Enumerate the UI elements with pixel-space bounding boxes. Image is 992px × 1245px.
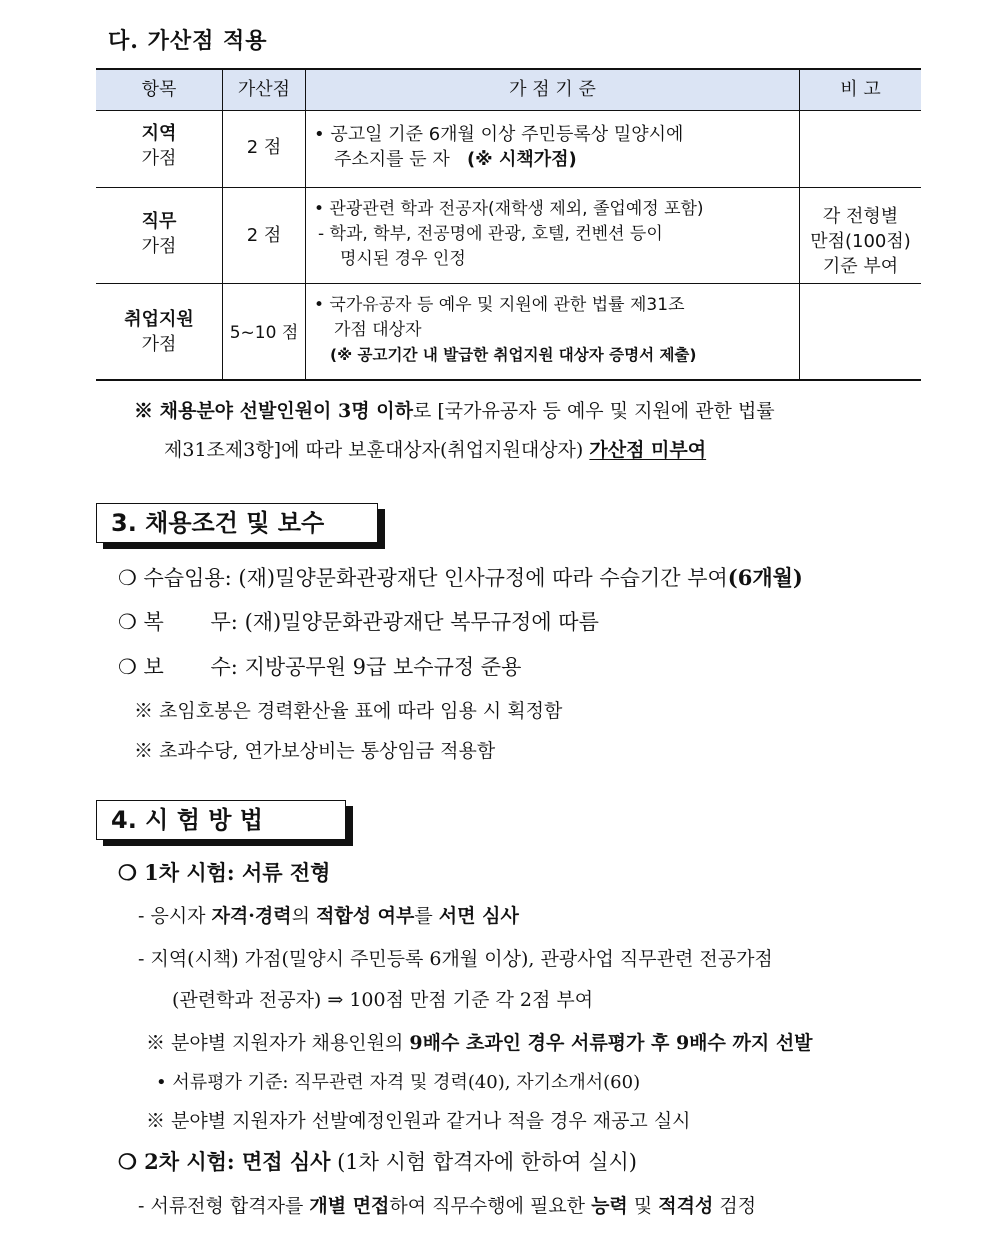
table-row-points: 2 점 — [246, 137, 282, 158]
table-top-rule — [96, 68, 921, 70]
table-row-criteria: • 공고일 기준 6개월 이상 주민등록상 밀양시에 주소지를 둔 자 (※ 시책가점) — [314, 124, 684, 170]
table-row-points: 5~10 점 — [229, 323, 299, 343]
table-row-criteria: • 국가유공자 등 예우 및 지원에 관한 법률 제31조 가점 대상자 (※ 공고기간 내 발급한 취업지원 대상자 증명서 제출) — [314, 295, 697, 364]
bonus-points-table — [96, 68, 921, 382]
section4-first-note2: ※ 분야별 지원자가 선발예정인원과 같거나 적을 경우 재공고 실시 — [146, 1110, 691, 1132]
table-row-item: 지역 가점 — [141, 123, 177, 169]
table-bottom-rule — [96, 379, 921, 381]
table-header-remark: 비 고 — [840, 79, 881, 100]
note-bonus-restriction: ※ 채용분야 선발인원이 3명 이하로 [국가유공자 등 예우 및 지원에 관한 법률 — [134, 400, 775, 422]
table-row-points: 2 점 — [246, 225, 282, 246]
table-row-criteria: • 관광관련 학과 전공자(재학생 제외, 졸업예정 포함) - 학과, 학부, 전공명에 관광, 호텔, 컨벤션 등이 명시된 경우 인정 — [314, 199, 704, 269]
section-3-title: 3. 채용조건 및 보수 — [96, 503, 378, 543]
table-row-item: 직무 가점 — [141, 211, 177, 257]
section-4-title: 4. 시 험 방 법 — [96, 800, 346, 840]
section3-item-service: ❍ 복 무: (재)밀양문화관광재단 복무규정에 따름 — [118, 610, 599, 634]
section4-second-exam-heading: ❍ 2차 시험: 면접 심사 (1차 시험 합격자에 한하여 실시) — [118, 1149, 637, 1174]
table-header-rule — [96, 110, 921, 111]
section3-item-salary: ❍ 보 수: 지방공무원 9급 보수규정 준용 — [118, 655, 522, 679]
section4-second-line1: - 서류전형 합격자를 개별 면접하여 직무수행에 필요한 능력 및 적격성 검정 — [138, 1195, 757, 1217]
section4-first-exam-heading: ❍ 1차 시험: 서류 전형 — [118, 860, 331, 885]
table-header-item: 항목 — [141, 79, 177, 100]
section3-note: ※ 초과수당, 연가보상비는 통상임금 적용함 — [134, 740, 496, 762]
section4-first-note1: ※ 분야별 지원자가 채용인원의 9배수 초과인 경우 서류평가 후 9배수 까지 선발 — [146, 1032, 813, 1054]
section4-first-bullet: • 서류평가 기준: 직무관련 자격 및 경력(40), 자기소개서(60) — [156, 1072, 641, 1093]
section3-item-probation: ❍ 수습임용: (재)밀양문화관광재단 인사규정에 따라 수습기간 부여(6개월) — [118, 565, 803, 590]
section-heading-da: 다. 가산점 적용 — [108, 28, 268, 54]
section3-note: ※ 초임호봉은 경력환산율 표에 따라 임용 시 획정함 — [134, 700, 563, 722]
table-row-item: 취업지원 가점 — [124, 309, 194, 355]
table-column-divider — [305, 68, 306, 380]
section4-first-line3: (관련학과 전공자) ⇒ 100점 만점 기준 각 2점 부여 — [172, 989, 594, 1011]
table-row-rule — [96, 283, 921, 284]
table-header-points: 가산점 — [237, 79, 291, 100]
section4-first-line1: - 응시자 자격·경력의 적합성 여부를 서면 심사 — [138, 905, 519, 927]
table-row-rule — [96, 187, 921, 188]
section4-first-line2: - 지역(시책) 가점(밀양시 주민등록 6개월 이상), 관광사업 직무관련 전공가점 — [138, 948, 773, 970]
note-bonus-restriction-line2: 제31조제3항]에 따라 보훈대상자(취업지원대상자) 가산점 미부여 — [164, 439, 707, 461]
table-remark: 각 전형별 만점(100점) 기준 부여 — [810, 206, 911, 277]
table-header-criteria: 가 점 기 준 — [509, 79, 596, 100]
